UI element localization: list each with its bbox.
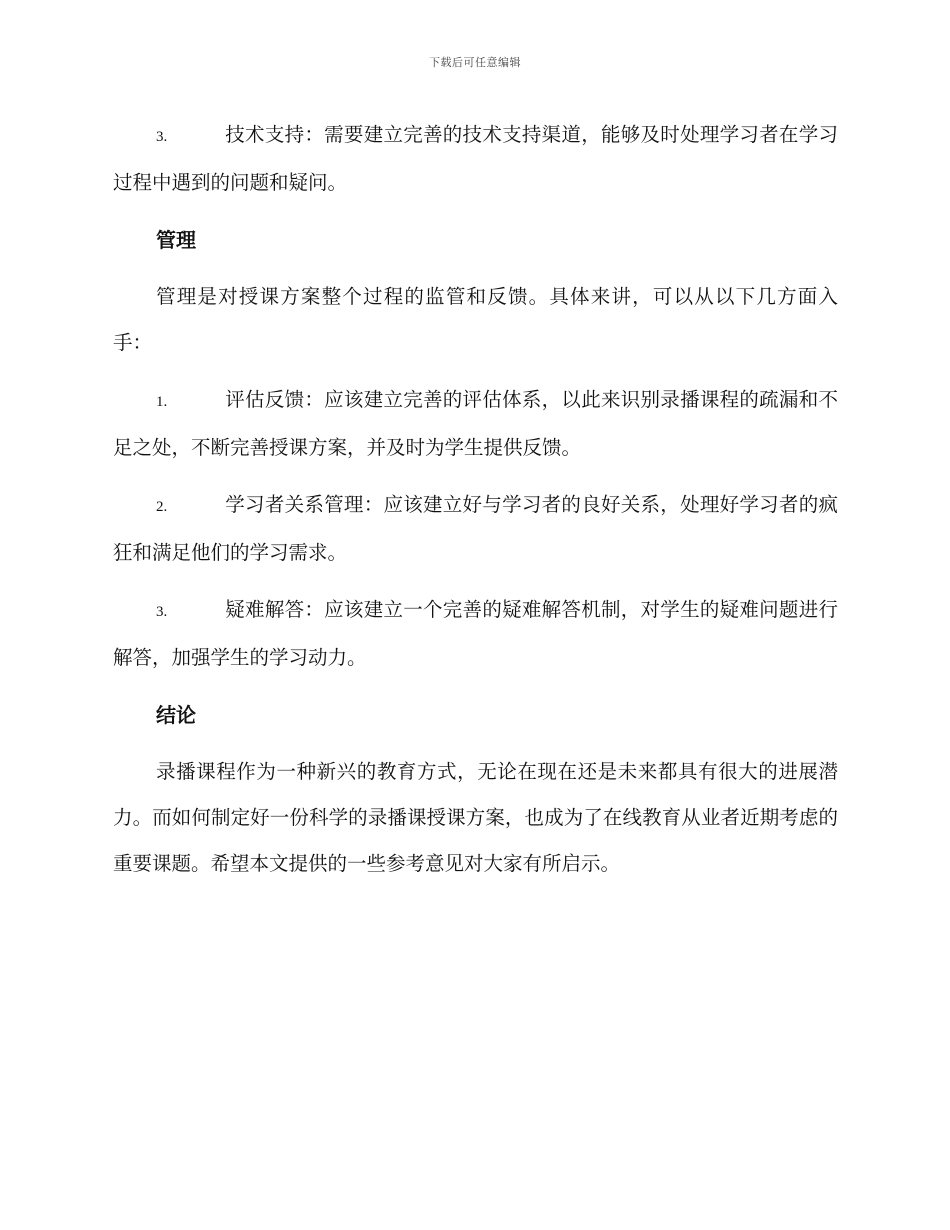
list-item-number: 2. xyxy=(156,499,168,515)
section-heading-management: 管理 xyxy=(156,228,196,252)
list-item-qa xyxy=(113,587,838,681)
section-heading-conclusion: 结论 xyxy=(156,703,196,727)
list-item-learner-relations xyxy=(113,482,838,576)
list-item-text: 评估反馈：应该建立完善的评估体系，以此来识别录播课程的疏漏和不足之处，不断完善授课方案，并及时为学生提供反馈。 xyxy=(113,388,838,459)
management-intro-paragraph: 管理是对授课方案整个过程的监管和反馈。具体来讲，可以从以下几方面入手： xyxy=(113,285,838,354)
conclusion-paragraph: 录播课程作为一种新兴的教育方式，无论在现在还是未来都具有很大的进展潜力。而如何制定好一份科学的录播课授课方案，也成为了在线教育从业者近期考虑的重要课题。希望本文提供的一些参考意见对大家有所启示。 xyxy=(113,760,838,875)
list-item-tech-support xyxy=(113,112,838,206)
page-header: 下载后可任意编辑 xyxy=(429,56,521,69)
list-item-text: 技术支持：需要建立完善的技术支持渠道，能够及时处理学习者在学习过程中遇到的问题和疑问。 xyxy=(113,123,838,194)
list-item-evaluation xyxy=(113,377,838,471)
list-item-number: 3. xyxy=(156,604,168,620)
document-body xyxy=(113,112,838,898)
list-item-number: 1. xyxy=(156,394,168,410)
list-item-text: 学习者关系管理：应该建立好与学习者的良好关系，处理好学习者的疯狂和满足他们的学习需求。 xyxy=(113,493,838,564)
list-item-text: 疑难解答：应该建立一个完善的疑难解答机制，对学生的疑难问题进行解答，加强学生的学习动力。 xyxy=(113,598,838,669)
list-item-number: 3. xyxy=(156,129,168,145)
